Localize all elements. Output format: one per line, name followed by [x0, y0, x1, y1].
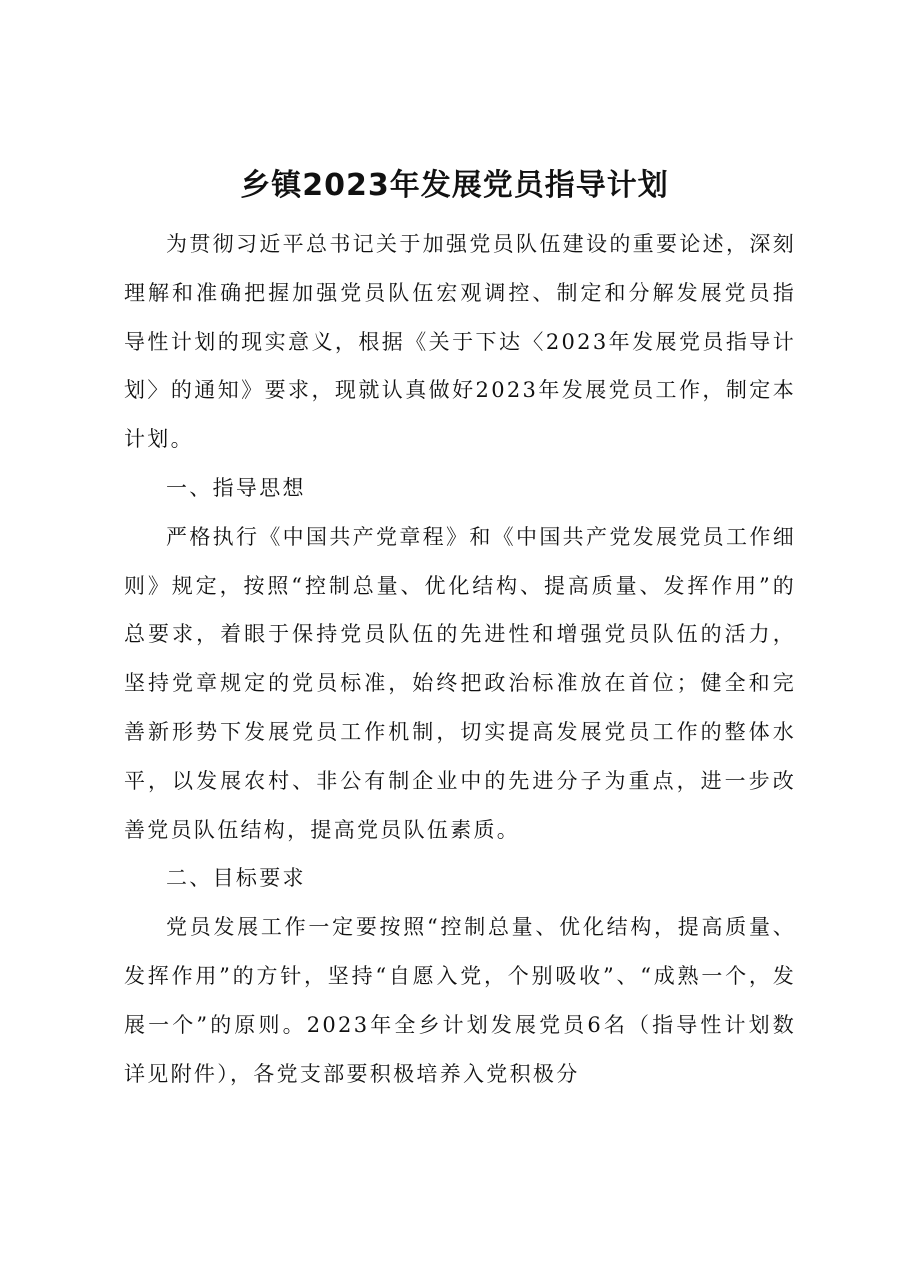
target-requirements-paragraph: 党员发展工作一定要按照“控制总量、优化结构，提高质量、发挥作用”的方针，坚持“自愿入党，个别吸收”、“成熟一个，发展一个”的原则。2023年全乡计划发展党员6名（指导性计划数详见附件），各党支部要积极培养入党积极分: [124, 915, 796, 1086]
intro-paragraph: 为贯彻习近平总书记关于加强党员队伍建设的重要论述，深刻理解和准确把握加强党员队伍宏观调控、制定和分解发展党员指导性计划的现实意义，根据《关于下达〈2023年发展党员指导计划〉的通知》要求，现就认真做好2023年发展党员工作，制定本计划。: [124, 232, 796, 452]
guiding-ideology-paragraph: 严格执行《中国共产党章程》和《中国共产党发展党员工作细则》规定，按照“控制总量、优化结构、提高质量、发挥作用”的总要求，着眼于保持党员队伍的先进性和增强党员队伍的活力，坚持党章规定的党员标准，始终把政治标准放在首位；健全和完善新形势下发展党员工作机制，切实提高发展党员工作的整体水平，以发展农村、非公有制企业中的先进分子为重点，进一步改善党员队伍结构，提高党员队伍素质。: [124, 524, 796, 842]
document-title: 乡镇2023年发展党员指导计划: [240, 168, 669, 203]
document-body: [124, 220, 796, 1098]
section-heading-target-requirements: 二、目标要求: [166, 866, 306, 891]
section-heading-guiding-ideology: 一、指导思想: [166, 475, 306, 500]
